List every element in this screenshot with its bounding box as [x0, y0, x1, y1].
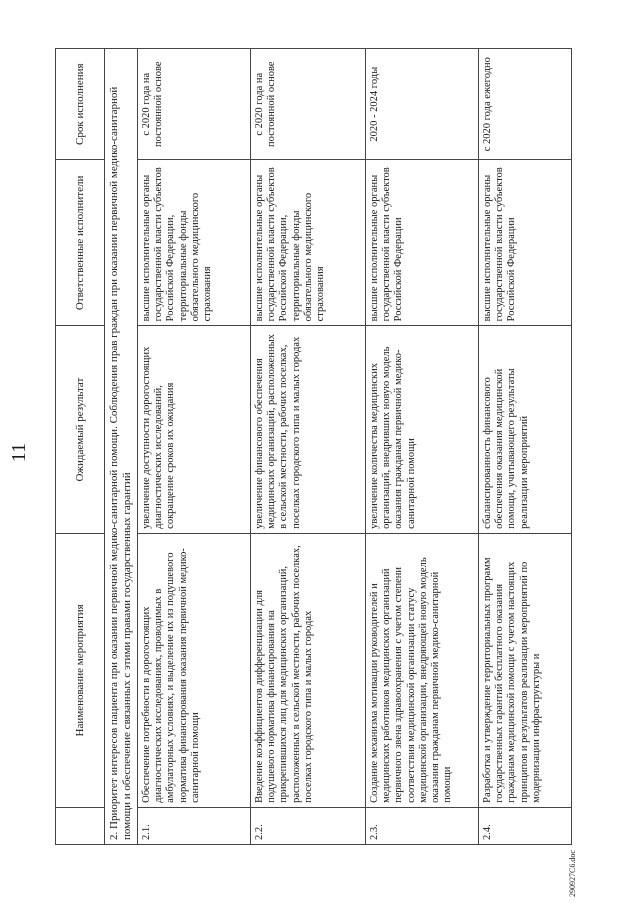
table-row: [479, 49, 572, 845]
responsible-executors: высшие исполнительные органы государственной власти субъектов Российской Федерации, территориальные фонды обязательного медицинского страхования: [251, 160, 366, 326]
responsible-executors: высшие исполнительные органы государственной власти субъектов Российской Федерации, территориальные фонды обязательного медицинского страхования: [138, 160, 251, 326]
header-responsible: Ответственные исполнители: [56, 160, 105, 326]
measure-name: Обеспечение потребности в дорогостоящих диагностических исследованиях, проводимых в амбулаторных условиях, и выделение их из подушевого норматива финансирования оказания первичной медико-санитарной помощи: [138, 533, 251, 807]
header-number: [56, 807, 105, 844]
table-row: [366, 49, 479, 845]
term: с 2020 года ежегодно: [479, 49, 572, 160]
row-number: 2.4.: [479, 807, 572, 844]
term: с 2020 года на постоянной основе: [251, 49, 366, 160]
responsible-executors: высшие исполнительные органы государственной власти субъектов Российской Федерации: [366, 160, 479, 326]
header-term: Срок исполнения: [56, 49, 105, 160]
table-row: [251, 49, 366, 845]
page-number: 11: [8, 442, 30, 463]
measure-name: Создание механизма мотивации руководителей и медицинских работников медицинских организаций первичного звена здравоохранения с учетом степени соответствия медицинской организации статусу медицинской организации, внедряющей новую модель оказания гражданам первичной медико-санитарной помощи: [366, 533, 479, 807]
expected-result: увеличение количества медицинских организаций, внедривших новую модель оказания гражданам первичной медико-санитарной помощи: [366, 326, 479, 533]
measure-name: Введение коэффициентов дифференциации для подушевого норматива финансирования на прикрепившихся лиц для медицинских организаций, расположенных в сельской местности, рабочих поселках, поселках городского типа и малых городах: [251, 533, 366, 807]
document-file-code: 290927C6.doc: [568, 850, 577, 897]
table-header-row: [56, 49, 105, 845]
measure-name: Разработка и утверждение территориальных программ государственных гарантий бесплатного оказания гражданам медицинской помощи с учетом настоящих принципов и результатов реализации мероприятий по модернизации инфраструктуры и: [479, 533, 572, 807]
expected-result: увеличение финансового обеспечения медицинских организаций, расположенных в сельской местности, рабочих поселках, поселках городского типа и малых городах: [251, 326, 366, 533]
expected-result: сбалансированность финансового обеспечения оказания медицинской помощи, учитывающего результаты реализации мероприятий: [479, 326, 572, 533]
table-row: [138, 49, 251, 845]
term: 2020 - 2024 годы: [366, 49, 479, 160]
row-number: 2.1.: [138, 807, 251, 844]
responsible-executors: высшие исполнительные органы государственной власти субъектов Российской Федерации: [479, 160, 572, 326]
row-number: 2.3.: [366, 807, 479, 844]
measures-table: [55, 48, 572, 845]
expected-result: увеличение доступности дорогостоящих диагностических исследований, сокращение сроков их ожидания: [138, 326, 251, 533]
header-measure-name: Наименование мероприятия: [56, 533, 105, 807]
section-row: [105, 49, 138, 845]
section-title: 2. Приоритет интересов пациента при оказании первичной медико-санитарной помощи. Соблюдения прав граждан при оказании первичной медико-санитарной помощи и обеспечение связанных с этими правами государственных гарантий: [105, 49, 138, 845]
term: с 2020 года на постоянной основе: [138, 49, 251, 160]
header-expected-result: Ожидаемый результат: [56, 326, 105, 533]
row-number: 2.2.: [251, 807, 366, 844]
